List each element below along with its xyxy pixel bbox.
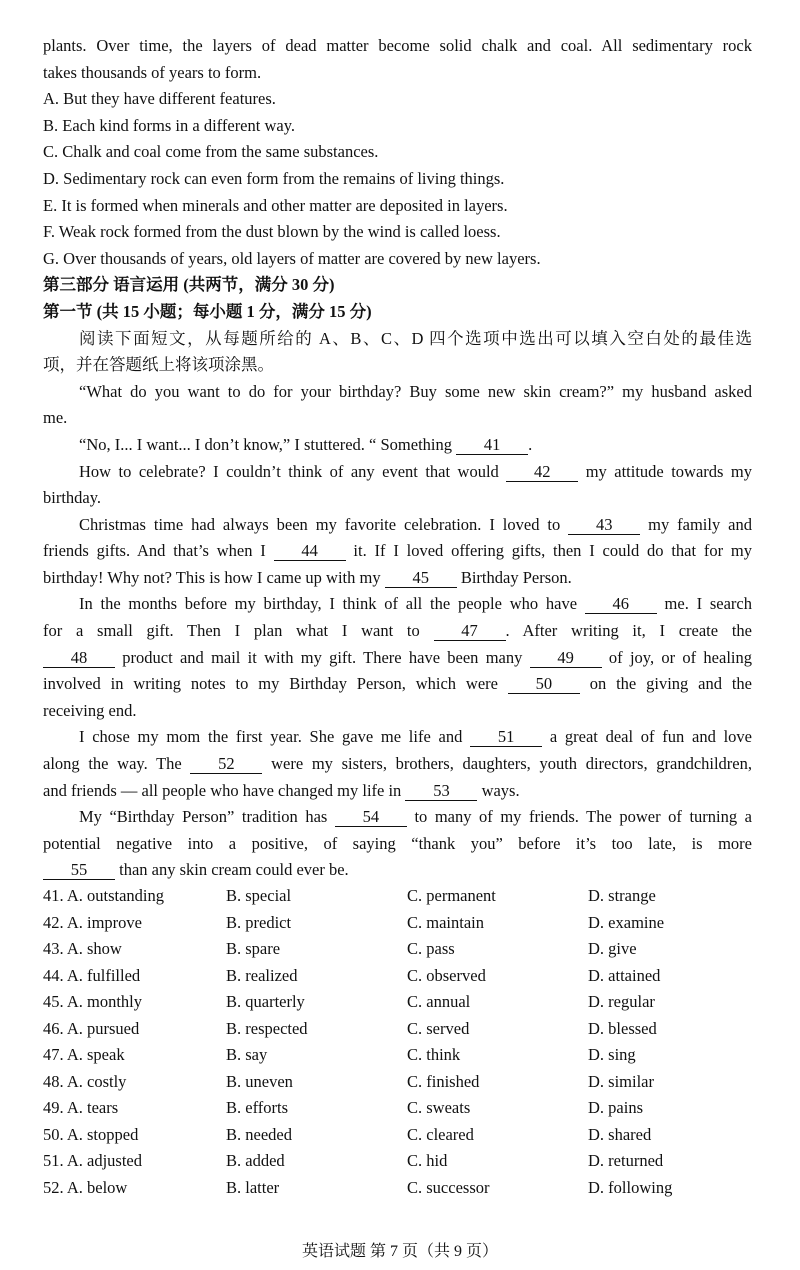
text-segment: Birthday Person. <box>456 567 572 587</box>
text-segment: . <box>528 434 533 454</box>
option-row <box>43 963 763 990</box>
option-row <box>43 910 763 937</box>
blank-48: 48 <box>43 649 115 668</box>
option-row <box>43 1148 763 1175</box>
text-segment: D. Sedimentary rock can even form from the remains of living things. <box>43 168 505 188</box>
text-segment: than any skin cream could ever be. <box>115 860 349 880</box>
text-segment: . After writing it, I create the <box>505 621 752 641</box>
text-segment: receiving end. <box>43 700 137 720</box>
option-row <box>43 1175 763 1202</box>
text-segment: on the giving and the <box>579 674 752 694</box>
option-choice: D. pains <box>588 1098 643 1118</box>
option-row <box>43 1016 763 1043</box>
option-choice: D. following <box>588 1178 673 1198</box>
blank-52: 52 <box>190 755 262 774</box>
option-choice: 42. A. improve <box>43 912 142 932</box>
option-row <box>43 1122 763 1149</box>
text-segment: me. I search <box>656 594 752 614</box>
text-line <box>43 326 752 353</box>
option-choice: B. efforts <box>226 1098 289 1118</box>
option-choice: D. strange <box>588 886 656 905</box>
text-line <box>43 618 752 645</box>
text-line <box>43 272 752 299</box>
text-segment: were my sisters, brothers, daughters, youth directors, grandchildren, <box>262 754 752 774</box>
option-choice: 51. A. adjusted <box>43 1151 142 1171</box>
text-segment: takes thousands of years to form. <box>43 62 262 82</box>
passage <box>43 33 752 884</box>
option-choice: C. sweats <box>407 1098 471 1118</box>
option-choice: B. needed <box>226 1124 292 1144</box>
text-line <box>43 405 752 432</box>
page-footer: 英语试题 第 7 页（共 9 页） <box>301 1243 498 1260</box>
text-segment: Christmas time had always been my favorite celebration. I loved to <box>79 514 569 534</box>
text-segment: E. It is formed when minerals and other matter are deposited in layers. <box>43 195 508 215</box>
option-choice: C. served <box>407 1018 470 1038</box>
option-choice: C. finished <box>407 1071 480 1091</box>
text-segment: potential negative into a positive, of saying “thank you” before it’s too late, is more <box>43 833 752 853</box>
option-choice: C. permanent <box>407 886 496 905</box>
text-line <box>43 113 752 140</box>
blank-53: 53 <box>405 782 477 801</box>
text-segment: I chose my mom the first year. She gave me life and <box>79 727 471 747</box>
blank-45: 45 <box>385 569 457 588</box>
text-line <box>43 671 752 698</box>
text-line <box>43 831 752 858</box>
text-segment: product and mail it with my gift. There have been many <box>115 647 530 667</box>
text-segment: 第三部分 语言运用 (共两节，满分 30 分) <box>43 275 335 295</box>
option-choice: D. attained <box>588 965 661 985</box>
text-segment: 第一节 (共 15 小题；每小题 1 分，满分 15 分) <box>43 301 372 321</box>
text-line <box>43 379 752 406</box>
text-segment: G. Over thousands of years, old layers of matter are covered by new layers. <box>43 248 541 268</box>
text-line <box>43 645 752 672</box>
blank-46: 46 <box>585 595 657 614</box>
option-choice: C. observed <box>407 965 486 985</box>
text-line <box>43 459 752 486</box>
text-line <box>43 698 752 725</box>
text-segment: my family and <box>640 514 752 534</box>
blank-42: 42 <box>506 463 578 482</box>
option-choice: C. pass <box>407 939 455 959</box>
option-choice: D. returned <box>588 1151 664 1171</box>
option-choice: 44. A. fulfilled <box>43 965 141 985</box>
text-line <box>43 857 752 884</box>
option-choice: B. quarterly <box>226 992 305 1012</box>
text-segment: birthday. <box>43 488 102 508</box>
blank-54: 54 <box>335 808 407 827</box>
blank-47: 47 <box>434 622 506 641</box>
option-row <box>43 936 763 963</box>
option-choice: D. sing <box>588 1045 636 1065</box>
option-choice: B. say <box>226 1045 268 1065</box>
option-choice: 47. A. speak <box>43 1045 125 1065</box>
text-line <box>43 139 752 166</box>
option-choice: D. similar <box>588 1071 654 1091</box>
text-segment: my attitude towards my <box>578 461 752 481</box>
option-choice: B. uneven <box>226 1071 293 1091</box>
text-segment: and friends — all people who have changed my life in <box>43 780 406 800</box>
text-segment: 项，并在答题纸上将该项涂黑。 <box>43 355 274 375</box>
answer-options <box>43 883 763 1202</box>
option-choice: C. maintain <box>407 912 484 932</box>
option-choice: D. give <box>588 939 637 959</box>
option-choice: 41. A. outstanding <box>43 886 165 905</box>
text-line <box>43 591 752 618</box>
text-segment: a great deal of fun and love <box>542 727 752 747</box>
option-choice: 43. A. show <box>43 939 122 959</box>
text-line <box>43 166 752 193</box>
text-segment: to many of my friends. The power of turning a <box>406 807 752 827</box>
text-line <box>43 804 752 831</box>
text-segment: for a small gift. Then I plan what I want to <box>43 621 434 641</box>
option-choice: D. shared <box>588 1124 652 1144</box>
option-choice: B. predict <box>226 912 292 932</box>
option-choice: 45. A. monthly <box>43 992 143 1012</box>
text-segment: F. Weak rock formed from the dust blown by the wind is called loess. <box>43 222 501 242</box>
option-choice: D. regular <box>588 992 655 1012</box>
text-segment: 阅读下面短文，从每题所给的 A、B、C、D 四个选项中选出可以填入空白处的最佳选 <box>79 328 752 348</box>
option-row <box>43 1069 763 1096</box>
text-line <box>43 299 752 326</box>
text-line <box>43 538 752 565</box>
text-line <box>43 724 752 751</box>
blank-49: 49 <box>530 649 602 668</box>
option-choice: B. special <box>226 886 292 905</box>
option-choice: D. blessed <box>588 1018 657 1038</box>
text-segment: A. But they have different features. <box>43 89 276 109</box>
option-row <box>43 1095 763 1122</box>
text-segment: of joy, or of healing <box>601 647 752 667</box>
text-line <box>43 751 752 778</box>
option-choice: B. latter <box>226 1178 280 1198</box>
option-choice: 52. A. below <box>43 1178 128 1198</box>
option-choice: 48. A. costly <box>43 1071 127 1091</box>
text-segment: In the months before my birthday, I think of all the people who have <box>79 594 585 614</box>
text-line <box>43 565 752 592</box>
text-segment: “No, I... I want... I don’t know,” I stuttered. “ Something <box>79 434 457 454</box>
text-segment: friends gifts. And that’s when I <box>43 541 274 561</box>
blank-51: 51 <box>470 728 542 747</box>
text-segment: plants. Over time, the layers of dead matter become solid chalk and coal. All sedimentary rock <box>43 36 752 55</box>
option-choice: D. examine <box>588 912 665 932</box>
text-segment: it. If I loved offering gifts, then I could do that for my <box>345 541 752 561</box>
text-segment: My “Birthday Person” tradition has <box>79 807 335 827</box>
text-line <box>43 352 752 379</box>
text-segment: C. Chalk and coal come from the same substances. <box>43 142 379 162</box>
text-line <box>43 86 752 113</box>
option-choice: 49. A. tears <box>43 1098 119 1118</box>
text-line <box>43 432 752 459</box>
text-line <box>43 60 752 87</box>
option-choice: C. hid <box>407 1151 448 1171</box>
option-choice: C. annual <box>407 992 471 1012</box>
text-line <box>43 246 752 273</box>
text-line <box>43 512 752 539</box>
option-choice: B. realized <box>226 965 298 985</box>
text-segment: ways. <box>477 780 520 800</box>
text-segment: along the way. The <box>43 754 191 774</box>
option-choice: B. respected <box>226 1018 308 1038</box>
text-segment: B. Each kind forms in a different way. <box>43 115 296 135</box>
option-row <box>43 1042 763 1069</box>
blank-43: 43 <box>568 516 640 535</box>
text-line <box>43 485 752 512</box>
text-segment: How to celebrate? I couldn’t think of any event that would <box>79 461 507 481</box>
text-line <box>43 219 752 246</box>
text-line <box>43 193 752 220</box>
option-choice: C. successor <box>407 1178 490 1198</box>
blank-41: 41 <box>456 436 528 455</box>
option-choice: 50. A. stopped <box>43 1124 139 1144</box>
option-choice: B. spare <box>226 939 281 959</box>
blank-44: 44 <box>274 542 346 561</box>
text-segment: birthday! Why not? This is how I came up with my <box>43 567 385 587</box>
option-row <box>43 989 763 1016</box>
text-segment: me. <box>43 408 68 428</box>
text-segment: “What do you want to do for your birthday? Buy some new skin cream?” my husband asked <box>79 381 752 401</box>
blank-50: 50 <box>508 675 580 694</box>
text-line <box>43 33 752 60</box>
blank-55: 55 <box>43 861 115 880</box>
text-segment: involved in writing notes to my Birthday Person, which were <box>43 674 508 694</box>
option-row <box>43 883 763 910</box>
text-line <box>43 778 752 805</box>
option-choice: C. cleared <box>407 1124 474 1144</box>
option-choice: C. think <box>407 1045 461 1065</box>
option-choice: B. added <box>226 1151 285 1171</box>
option-choice: 46. A. pursued <box>43 1018 140 1038</box>
